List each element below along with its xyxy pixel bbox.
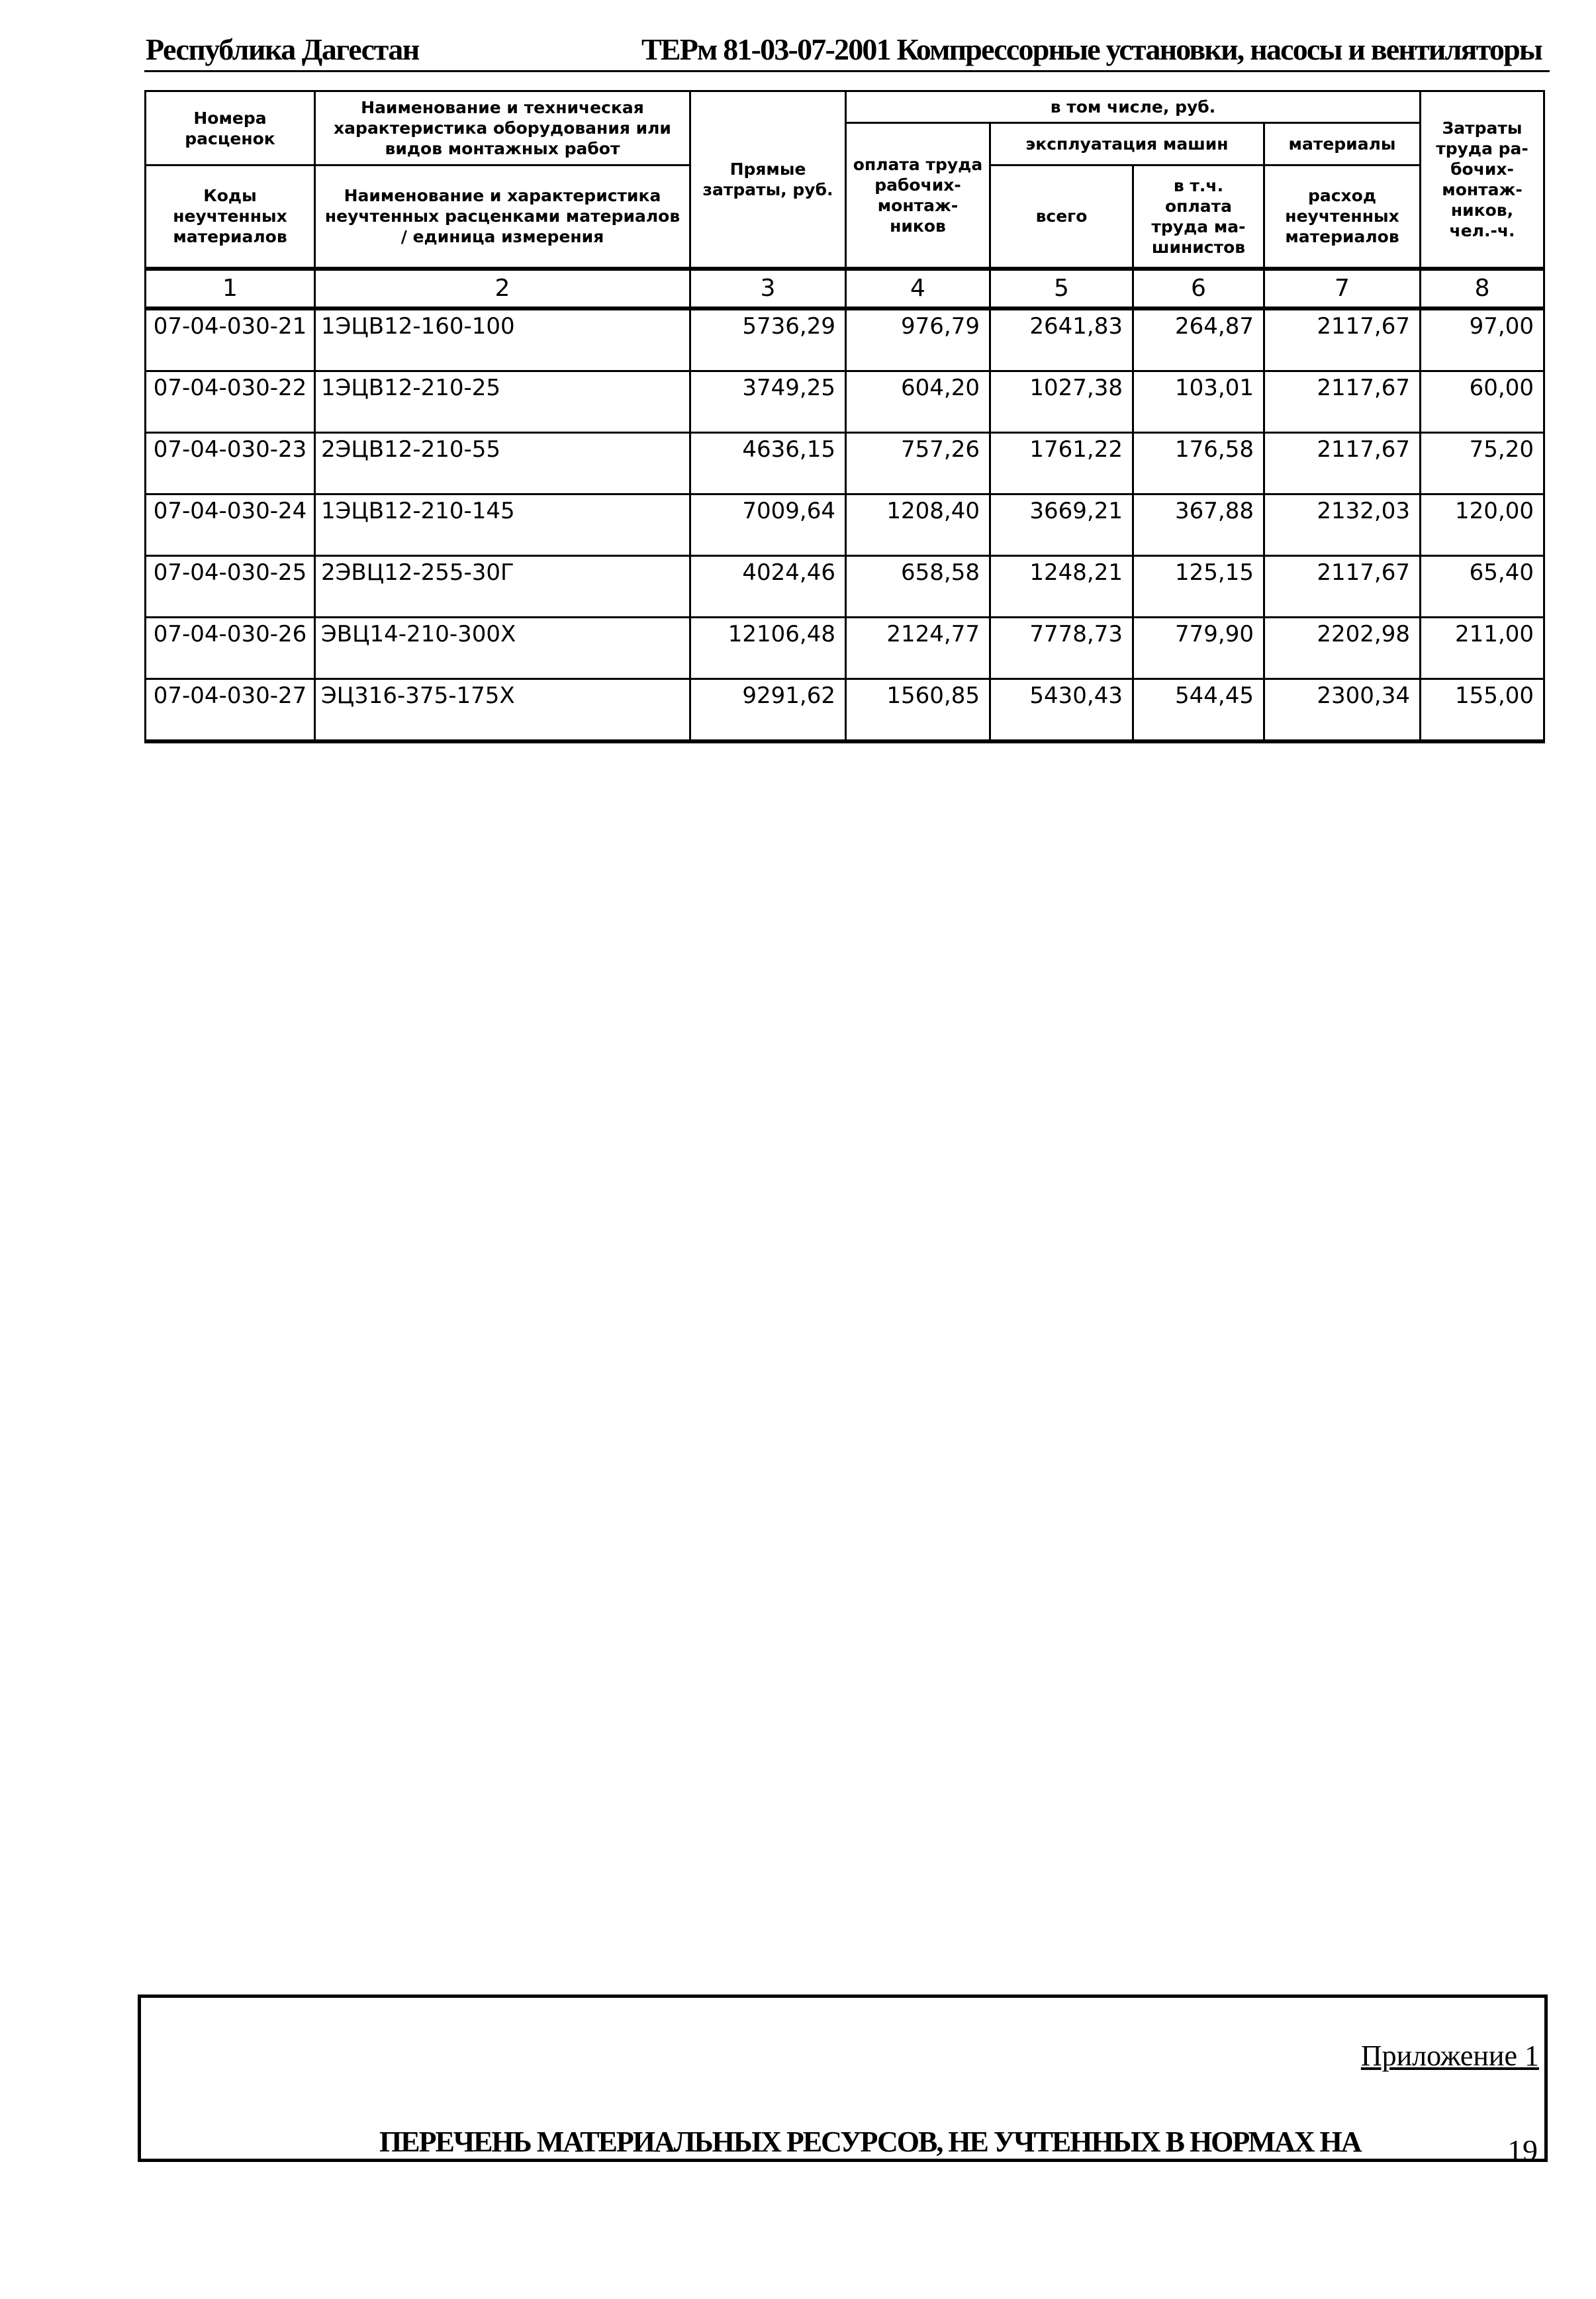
column-number: 8: [1421, 269, 1544, 308]
labor-wages-value: 1560,85: [846, 679, 990, 741]
machinist-wages-value: 544,45: [1133, 679, 1264, 741]
header-machine-operation: эксплуатация машин: [990, 123, 1264, 165]
materials-value: 2300,34: [1264, 679, 1421, 741]
labor-wages-value: 604,20: [846, 371, 990, 432]
machine-total-value: 1761,22: [990, 432, 1133, 494]
column-number: 6: [1133, 269, 1264, 308]
equipment-name: 1ЭЦВ12-160-100: [315, 308, 690, 371]
column-number: 7: [1264, 269, 1421, 308]
materials-value: 2117,67: [1264, 432, 1421, 494]
labor-costs-value: 155,00: [1421, 679, 1544, 741]
rate-code: 07-04-030-21: [146, 308, 315, 371]
labor-costs-value: 97,00: [1421, 308, 1544, 371]
rate-code: 07-04-030-23: [146, 432, 315, 494]
machinist-wages-value: 264,87: [1133, 308, 1264, 371]
header-direct-costs: Прямые затраты, руб.: [690, 91, 846, 269]
column-number: 3: [690, 269, 846, 308]
machine-total-value: 2641,83: [990, 308, 1133, 371]
machinist-wages-value: 103,01: [1133, 371, 1264, 432]
labor-wages-value: 658,58: [846, 555, 990, 617]
header-machinist-wages: в т.ч. оплата труда ма-шинистов: [1133, 165, 1264, 269]
materials-value: 2132,03: [1264, 494, 1421, 555]
table-row: [146, 308, 1544, 371]
labor-costs-value: 65,40: [1421, 555, 1544, 617]
table-row: [146, 679, 1544, 741]
header-including: в том числе, руб.: [846, 91, 1421, 123]
rate-code: 07-04-030-25: [146, 555, 315, 617]
rate-code: 07-04-030-24: [146, 494, 315, 555]
header-labor-wages: оплата труда рабочих-монтаж-ников: [846, 123, 990, 269]
header-materials: материалы: [1264, 123, 1421, 165]
direct-costs-value: 9291,62: [690, 679, 846, 741]
rates-table: [144, 90, 1545, 743]
labor-wages-value: 757,26: [846, 432, 990, 494]
table-row: [146, 432, 1544, 494]
header-name-top: Наименование и техническая характеристика оборудования или видов монтажных работ: [315, 91, 690, 165]
table-row: [146, 555, 1544, 617]
column-number: 2: [315, 269, 690, 308]
labor-wages-value: 2124,77: [846, 617, 990, 679]
direct-costs-value: 4024,46: [690, 555, 846, 617]
machine-total-value: 1027,38: [990, 371, 1133, 432]
labor-costs-value: 211,00: [1421, 617, 1544, 679]
materials-value: 2117,67: [1264, 308, 1421, 371]
column-number: 4: [846, 269, 990, 308]
direct-costs-value: 5736,29: [690, 308, 846, 371]
machinist-wages-value: 367,88: [1133, 494, 1264, 555]
machine-total-value: 1248,21: [990, 555, 1133, 617]
direct-costs-value: 3749,25: [690, 371, 846, 432]
equipment-name: 2ЭЦВ12-210-55: [315, 432, 690, 494]
page-number: 19: [1507, 2134, 1538, 2167]
equipment-name: 1ЭЦВ12-210-145: [315, 494, 690, 555]
materials-value: 2202,98: [1264, 617, 1421, 679]
table-row: [146, 617, 1544, 679]
page-header-right: ТЕРм 81-03-07-2001 Компрессорные установки, насосы и вентиляторы: [641, 32, 1542, 66]
rate-code: 07-04-030-26: [146, 617, 315, 679]
header-name-bottom: Наименование и характеристика неучтенных расценками материалов / единица измерения: [315, 165, 690, 269]
direct-costs-value: 12106,48: [690, 617, 846, 679]
header-machine-total: всего: [990, 165, 1133, 269]
machine-total-value: 7778,73: [990, 617, 1133, 679]
machine-total-value: 3669,21: [990, 494, 1133, 555]
machinist-wages-value: 779,90: [1133, 617, 1264, 679]
rate-code: 07-04-030-27: [146, 679, 315, 741]
appendix-box: [138, 1994, 1548, 2162]
rate-code: 07-04-030-22: [146, 371, 315, 432]
equipment-name: ЭВЦ14-210-300Х: [315, 617, 690, 679]
appendix-label: Приложение 1: [1360, 2040, 1539, 2072]
table-row: [146, 371, 1544, 432]
equipment-name: ЭЦ316-375-175Х: [315, 679, 690, 741]
labor-costs-value: 60,00: [1421, 371, 1544, 432]
header-labor-costs: Затраты труда ра-бочих-монтаж-ников, чел.-ч.: [1421, 91, 1544, 269]
labor-wages-value: 1208,40: [846, 494, 990, 555]
page-header-left: Республика Дагестан: [146, 32, 419, 66]
machinist-wages-value: 176,58: [1133, 432, 1264, 494]
column-number: 5: [990, 269, 1133, 308]
column-number-row: [146, 269, 1544, 308]
labor-costs-value: 120,00: [1421, 494, 1544, 555]
materials-value: 2117,67: [1264, 555, 1421, 617]
machinist-wages-value: 125,15: [1133, 555, 1264, 617]
header-rule: [144, 70, 1550, 72]
materials-value: 2117,67: [1264, 371, 1421, 432]
header-material-codes: Коды неучтенных материалов: [146, 165, 315, 269]
labor-costs-value: 75,20: [1421, 432, 1544, 494]
appendix-title: ПЕРЕЧЕНЬ МАТЕРИАЛЬНЫХ РЕСУРСОВ, НЕ УЧТЕННЫХ В НОРМАХ НА: [379, 2126, 1361, 2158]
direct-costs-value: 4636,15: [690, 432, 846, 494]
column-number: 1: [146, 269, 315, 308]
header-unaccounted-materials: расход неучтенных материалов: [1264, 165, 1421, 269]
header-rate-numbers: Номера расценок: [146, 91, 315, 165]
direct-costs-value: 7009,64: [690, 494, 846, 555]
machine-total-value: 5430,43: [990, 679, 1133, 741]
equipment-name: 1ЭЦВ12-210-25: [315, 371, 690, 432]
table-row: [146, 494, 1544, 555]
equipment-name: 2ЭВЦ12-255-30Г: [315, 555, 690, 617]
labor-wages-value: 976,79: [846, 308, 990, 371]
